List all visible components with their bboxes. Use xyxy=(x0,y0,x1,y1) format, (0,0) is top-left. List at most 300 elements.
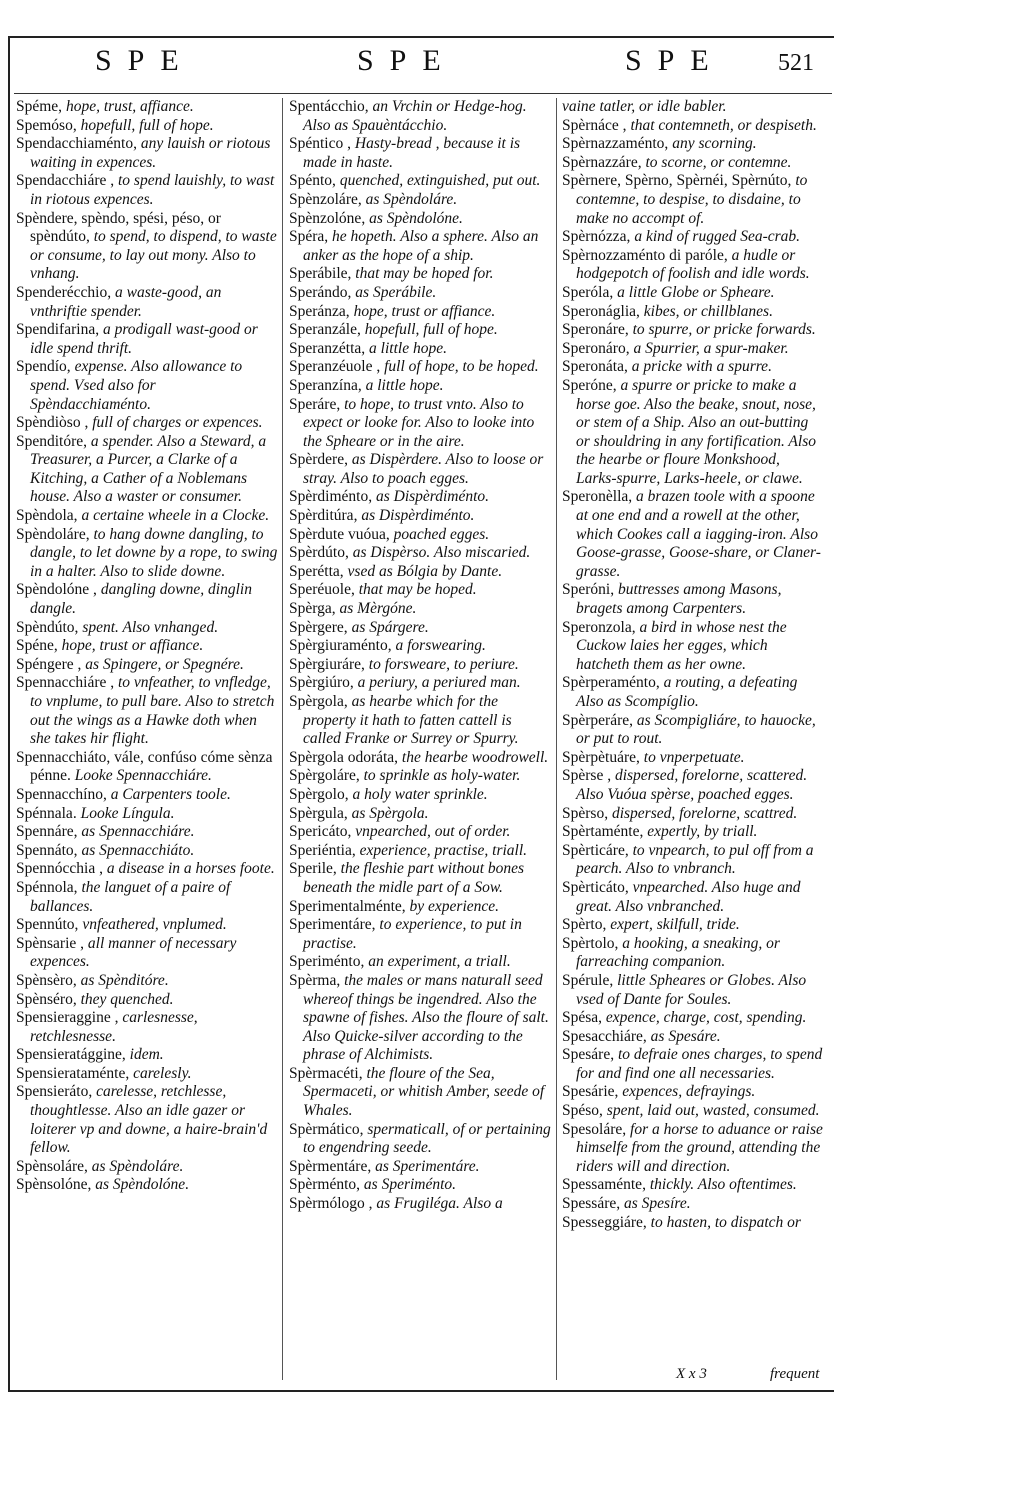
dictionary-entry xyxy=(562,117,824,136)
entry-definition: as Spènditóre. xyxy=(76,971,169,989)
entry-headword: Spennáre, xyxy=(16,823,78,841)
entry-definition: as Spennacchiáto. xyxy=(77,841,195,859)
entry-headword: Spenditóre, xyxy=(16,432,88,450)
entry-headword: Spèndiòso , xyxy=(16,414,89,432)
entry-headword: Spéne, xyxy=(16,637,58,655)
entry-headword: Spénnola, xyxy=(16,878,78,896)
entry-definition: as Dispèrdiménto. xyxy=(372,488,490,506)
dictionary-entry xyxy=(16,991,278,1010)
dictionary-entry xyxy=(289,972,551,1065)
entry-definition: an Vrchin or Hedge-hog. Also as Spauèntácchio. xyxy=(303,98,527,134)
entry-headword: Spèndola, xyxy=(16,507,78,525)
dictionary-entry xyxy=(289,358,551,377)
dictionary-entry xyxy=(16,581,278,618)
dictionary-entry xyxy=(289,563,551,582)
entry-definition: as Spèndoláre. xyxy=(87,1157,184,1175)
entry-definition: as Spingere, or Spegnére. xyxy=(81,655,244,673)
entry-definition: any scorning. xyxy=(668,135,757,153)
entry-definition: to contemne, to despise, to disdaine, to make no accompt of. xyxy=(576,172,808,227)
page-number: 521 xyxy=(778,50,814,76)
entry-definition: a prodigall wast-good or idle spend thrift. xyxy=(30,321,258,357)
dictionary-entry xyxy=(562,358,824,377)
entry-headword: Spesseggiáre, xyxy=(562,1213,647,1231)
dictionary-entry xyxy=(562,1176,824,1195)
header-rule xyxy=(14,93,832,94)
entry-definition: to experience, to put in practise. xyxy=(303,916,522,952)
entry-definition: to spend, to dispend, to waste or consume, to lay out mony. Also to vnhang. xyxy=(30,228,277,283)
entry-headword: Spesoláre, xyxy=(562,1120,627,1138)
entry-headword: Spèrtolo, xyxy=(562,934,619,952)
entry-headword: Spènsèro, xyxy=(16,971,77,989)
entry-definition: to forsweare, to periure. xyxy=(364,655,519,673)
dictionary-entry xyxy=(289,898,551,917)
entry-headword: Spèrperáre, xyxy=(562,711,633,729)
dictionary-entry xyxy=(562,749,824,768)
entry-headword: Spèrto, xyxy=(562,916,607,934)
entry-headword: Spèrma, xyxy=(289,971,341,989)
dictionary-entry xyxy=(16,823,278,842)
entry-definition: a little hope. xyxy=(365,339,447,357)
entry-headword: Sperile, xyxy=(289,860,337,878)
entry-headword: Spéngere , xyxy=(16,655,82,673)
dictionary-entry xyxy=(289,451,551,488)
entry-headword: Sperimentalménte, xyxy=(289,897,406,915)
dictionary-entry xyxy=(289,321,551,340)
entry-definition: Looke Spennacchiáre. xyxy=(70,767,212,785)
dictionary-entry xyxy=(16,1046,278,1065)
entry-headword: Spemóso, xyxy=(16,116,77,134)
dictionary-entry xyxy=(289,637,551,656)
dictionary-entry xyxy=(562,98,824,117)
entry-headword: Spénto, xyxy=(289,172,336,190)
entry-definition: the languet of a paire of ballances. xyxy=(30,878,231,915)
entry-headword: Speranzétta, xyxy=(289,339,366,357)
entry-definition: vnpearched. Also huge and great. Also vnbranched. xyxy=(576,878,801,915)
dictionary-entry xyxy=(16,526,278,582)
entry-definition: a Carpenters toole. xyxy=(106,785,231,803)
entry-definition: idem. xyxy=(125,1046,164,1064)
entry-definition: full of hope, to be hoped. xyxy=(380,358,539,376)
entry-headword: Spèrgola, xyxy=(289,693,348,710)
entry-definition: buttresses among Masons, bragets among Carpenters. xyxy=(576,581,782,618)
entry-headword: Spèrménto, xyxy=(289,1176,361,1194)
dictionary-column-3 xyxy=(562,98,824,1232)
dictionary-entry xyxy=(16,1176,278,1195)
entry-headword: Spèndoláre, xyxy=(16,525,90,543)
dictionary-entry xyxy=(16,172,278,209)
dictionary-entry xyxy=(562,879,824,916)
dictionary-entry xyxy=(289,674,551,693)
entry-definition: a little hope. xyxy=(361,376,444,394)
dictionary-entry xyxy=(562,247,824,284)
dictionary-entry xyxy=(16,860,278,879)
entry-definition: an experiment, a triall. xyxy=(364,953,511,971)
entry-headword: Speranzále, xyxy=(289,321,361,339)
entry-headword: Speranzéuole , xyxy=(289,358,381,376)
entry-definition: vnpearched, out of order. xyxy=(351,823,511,841)
dictionary-entry xyxy=(16,210,278,284)
entry-definition: spent, laid out, wasted, consumed. xyxy=(602,1102,820,1120)
entry-headword: Sperándo, xyxy=(289,283,352,301)
entry-headword: Spennáto, xyxy=(16,841,78,859)
frame-top-rule xyxy=(8,36,834,38)
running-head-col1: SPE xyxy=(95,44,195,77)
entry-headword: Spèrpètuáre, xyxy=(562,748,640,766)
entry-definition: as Spèndolóne. xyxy=(91,1176,190,1194)
entry-headword: Spèrnazzaménto, xyxy=(562,135,669,153)
entry-definition: the floure of the Sea, Spermaceti, or whitish Amber, seede of Whales. xyxy=(303,1064,545,1120)
entry-definition: by experience. xyxy=(405,897,500,915)
column-divider xyxy=(556,98,557,1380)
dictionary-entry xyxy=(16,135,278,172)
entry-definition: kibes, or chillblanes. xyxy=(639,302,773,320)
dictionary-entry xyxy=(16,1009,278,1046)
entry-headword: Spèrgolo, xyxy=(289,785,349,803)
dictionary-entry xyxy=(562,712,824,749)
entry-definition: carlesnesse, retchlesnesse. xyxy=(30,1009,198,1045)
entry-definition: spermaticall, of or pertaining to engendring seede. xyxy=(303,1120,551,1157)
entry-headword: Spericáto, xyxy=(289,823,352,841)
entry-headword: Speróne, xyxy=(562,376,617,394)
entry-headword: Spèrso, xyxy=(562,804,609,822)
dictionary-entry xyxy=(16,284,278,321)
entry-definition: a holy water sprinkle. xyxy=(348,785,488,803)
entry-definition: carelesse, retchlesse, thoughtlesse. Also an idle gazer or loiterer vp and downe, a haire-brain'd fellow. xyxy=(30,1083,268,1157)
dictionary-entry xyxy=(562,377,824,489)
entry-headword: Spèrgiuraménto, xyxy=(289,637,392,655)
entry-definition: to spurre, or pricke forwards. xyxy=(628,321,816,339)
entry-headword: Spènzoláre, xyxy=(289,190,362,208)
dictionary-entry xyxy=(16,433,278,507)
entry-headword: Spensieráto, xyxy=(16,1083,93,1101)
entry-headword: Spéso, xyxy=(562,1102,603,1120)
entry-headword: Spensieraggine , xyxy=(16,1009,119,1027)
entry-headword: Spennócchia , xyxy=(16,860,103,878)
entry-definition: to vnpearch, to pul off from a pearch. Also to vnbranch. xyxy=(576,841,814,878)
entry-headword: Spèrdere, xyxy=(289,451,348,469)
column-divider xyxy=(282,98,283,1380)
entry-headword: Speránza, xyxy=(289,302,350,320)
dictionary-entry xyxy=(562,1046,824,1083)
entry-definition: to vnfeather, to vnfledge, to vnplume, to pull bare. Also to stretch out the wings as a Hawke doth when she takes hir flight. xyxy=(30,674,275,748)
entry-definition: that may be hoped. xyxy=(354,581,477,599)
entry-definition: a routing, a defeating Also as Scompíglio. xyxy=(576,674,798,710)
dictionary-entry xyxy=(16,321,278,358)
dictionary-entry xyxy=(562,1214,824,1233)
dictionary-entry xyxy=(289,693,551,749)
dictionary-entry xyxy=(16,972,278,991)
dictionary-entry xyxy=(16,637,278,656)
dictionary-entry xyxy=(562,135,824,154)
entry-definition: hope, trust, affiance. xyxy=(62,98,194,115)
dictionary-entry xyxy=(289,823,551,842)
entry-definition: to defraie ones charges, to spend for and find one all necessaries. xyxy=(576,1046,823,1082)
entry-headword: Spèrdute vuóua, xyxy=(289,525,390,543)
entry-headword: Spèrnáce , xyxy=(562,116,627,134)
entry-definition: as Speriménto. xyxy=(360,1176,457,1194)
dictionary-entry xyxy=(289,210,551,229)
entry-definition: carelesly. xyxy=(129,1064,192,1082)
entry-headword: Spèrmólogo , xyxy=(289,1195,373,1213)
entry-definition: quenched, extinguished, put out. xyxy=(335,172,541,190)
entry-definition: as Dispèrdiménto. xyxy=(357,507,475,525)
entry-definition: to hasten, to dispatch or xyxy=(646,1213,801,1231)
entry-definition: full of charges or expences. xyxy=(88,414,263,432)
entry-headword: Spèrnozzaménto di paróle, xyxy=(562,246,728,264)
entry-headword: Speriéntia, xyxy=(289,841,356,859)
dictionary-entry xyxy=(289,619,551,638)
entry-definition: as Spesáre. xyxy=(646,1027,721,1045)
dictionary-entry xyxy=(562,228,824,247)
entry-definition: a disease in a horses foote. xyxy=(102,860,275,878)
entry-headword: Spèrnere, Spèrno, Spèrnéi, Spèrnúto, xyxy=(562,172,792,190)
entry-definition: vsed as Bólgia by Dante. xyxy=(343,562,503,580)
entry-definition: as Sperimentáre. xyxy=(371,1157,480,1175)
dictionary-entry xyxy=(289,1158,551,1177)
entry-definition: the fleshie part without bones beneath the midle part of a Sow. xyxy=(303,860,525,896)
dictionary-entry xyxy=(289,767,551,786)
entry-definition: as hearbe which for the property it hath to fatten cattell is called Franke or Surrey or Spurry. xyxy=(303,693,519,748)
entry-definition: dispersed, forelorne, scattred. xyxy=(608,804,798,822)
entry-definition: all manner of necessary expences. xyxy=(30,934,237,971)
entry-definition: as Spárgere. xyxy=(347,618,429,636)
entry-headword: Spèndúto, xyxy=(16,618,79,636)
entry-definition: spent. Also vnhanged. xyxy=(78,618,219,636)
entry-definition: a spender. Also a Steward, a Treasurer, a Purcer, a Clarke of a Kitching, a Cather of a Noblemans house. Also a waster or consumer. xyxy=(30,432,267,506)
entry-definition: to sprinkle as holy-water. xyxy=(359,767,521,785)
dictionary-entry xyxy=(562,1121,824,1177)
entry-headword: Spénnala. xyxy=(16,804,77,822)
entry-definition: as Spèndolóne. xyxy=(365,209,463,227)
entry-headword: Spennacchiáre , xyxy=(16,674,115,692)
entry-definition: a certaine wheele in a Clocke. xyxy=(77,507,270,525)
entry-definition: as Spesíre. xyxy=(620,1195,691,1213)
entry-definition: to vnperpetuate. xyxy=(639,748,745,766)
entry-definition: Looke Língula. xyxy=(76,804,175,822)
dictionary-entry xyxy=(289,916,551,953)
dictionary-entry xyxy=(289,172,551,191)
dictionary-entry xyxy=(289,377,551,396)
entry-headword: Spèrnózza, xyxy=(562,228,631,246)
dictionary-entry xyxy=(289,303,551,322)
dictionary-entry xyxy=(289,953,551,972)
entry-definition: that contemneth, or despiseth. xyxy=(626,116,817,134)
dictionary-entry xyxy=(289,340,551,359)
dictionary-entry xyxy=(16,619,278,638)
entry-headword: Spèrditúra, xyxy=(289,507,358,525)
dictionary-entry xyxy=(562,1195,824,1214)
dictionary-entry xyxy=(289,507,551,526)
entry-headword: Spennúto, xyxy=(16,916,79,934)
entry-headword: Speronáro, xyxy=(562,339,630,357)
entry-headword: Spensierataménte, xyxy=(16,1064,130,1082)
entry-headword: Spèrgiuráre, xyxy=(289,655,365,673)
entry-definition: a Spurrier, a spur-maker. xyxy=(629,339,789,357)
dictionary-entry xyxy=(289,860,551,897)
dictionary-entry xyxy=(16,749,278,786)
entry-headword: Spérule, xyxy=(562,971,614,989)
entry-headword: Spèrdiménto, xyxy=(289,488,373,506)
dictionary-entry xyxy=(16,842,278,861)
dictionary-entry xyxy=(16,1065,278,1084)
dictionary-entry xyxy=(289,1121,551,1158)
dictionary-entry xyxy=(562,340,824,359)
entry-headword: Spèrdúto, xyxy=(289,544,349,562)
entry-headword: Spéntico , xyxy=(289,135,351,153)
entry-headword: Spéme, xyxy=(16,98,63,115)
dictionary-entry xyxy=(289,265,551,284)
entry-definition: the hearbe woodrowell. xyxy=(398,748,549,766)
dictionary-entry xyxy=(562,619,824,675)
signature-mark: X x 3 xyxy=(676,1366,707,1382)
dictionary-entry xyxy=(289,98,551,135)
entry-definition: Hasty-bread , because it is made in haste. xyxy=(303,135,521,171)
dictionary-entry xyxy=(562,303,824,322)
dictionary-entry xyxy=(562,935,824,972)
entry-headword: Speróni, xyxy=(562,581,615,599)
entry-headword: Spesárie, xyxy=(562,1083,619,1101)
catchword: frequent xyxy=(770,1366,820,1382)
dictionary-entry xyxy=(289,749,551,768)
dictionary-entry xyxy=(289,488,551,507)
entry-headword: Spesáre, xyxy=(562,1046,615,1064)
entry-definition: experience, practise, triall. xyxy=(355,841,528,859)
dictionary-entry xyxy=(289,135,551,172)
entry-definition: as Mèrgóne. xyxy=(335,600,417,618)
dictionary-entry xyxy=(562,154,824,173)
entry-definition: as Scompigliáre, to hauocke, or put to rout. xyxy=(576,711,816,748)
entry-definition: hopefull, full of hope. xyxy=(76,116,214,134)
dictionary-entry xyxy=(562,767,824,804)
dictionary-entry xyxy=(16,935,278,972)
entry-definition: dispersed, forelorne, scattered. Also Vuóua spèrse, poached egges. xyxy=(576,767,808,803)
dictionary-entry xyxy=(562,805,824,824)
entry-headword: Spensieratággine, xyxy=(16,1046,126,1064)
entry-headword: Spéra, xyxy=(289,228,329,246)
entry-headword: Spèrperaménto, xyxy=(562,674,660,692)
frame-left-rule xyxy=(8,36,10,1392)
entry-headword: Spèndolóne , xyxy=(16,581,97,599)
entry-definition: hope, trust or affiance. xyxy=(349,302,496,320)
dictionary-entry xyxy=(562,916,824,935)
dictionary-entry xyxy=(289,581,551,600)
dictionary-entry xyxy=(562,581,824,618)
entry-headword: Spèndere, spèndo, spési, péso, or spèndúto, xyxy=(16,209,221,246)
dictionary-entry xyxy=(562,1083,824,1102)
dictionary-column-2 xyxy=(289,98,551,1214)
dictionary-entry xyxy=(16,656,278,675)
entry-definition: poached egges. xyxy=(389,525,490,543)
entry-headword: Spèrgoláre, xyxy=(289,767,360,785)
dictionary-entry xyxy=(16,507,278,526)
entry-headword: Spendifarina, xyxy=(16,321,100,339)
entry-headword: Spèrnazzáre, xyxy=(562,153,642,171)
entry-headword: Spènsoláre, xyxy=(16,1157,88,1175)
entry-definition: expences, defrayings. xyxy=(618,1083,756,1101)
dictionary-entry xyxy=(289,228,551,265)
entry-definition: as Sperábile. xyxy=(351,283,437,301)
entry-headword: Spèrse , xyxy=(562,767,612,785)
running-head-col2: SPE xyxy=(357,44,457,77)
entry-definition: as Spennacchiáre. xyxy=(77,823,195,841)
entry-headword: Spèrgola odoráta, xyxy=(289,748,399,766)
dictionary-entry xyxy=(562,1028,824,1047)
entry-definition: a brazen toole with a spoone at one end and a rowell at the other, which Cookes call a iagging-iron. Also Goose-grasse, Goose-share, or Claner-grasse. xyxy=(576,488,821,580)
entry-definition: as Spèrgola. xyxy=(347,804,429,822)
entry-headword: Speréuole, xyxy=(289,581,355,599)
entry-headword: Spènzolóne, xyxy=(289,209,366,227)
entry-definition: they quenched. xyxy=(76,990,174,1008)
entry-definition: a hooking, a sneaking, or farreaching companion. xyxy=(576,934,780,971)
entry-headword: Spèrmático, xyxy=(289,1120,364,1138)
dictionary-entry xyxy=(289,526,551,545)
dictionary-entry xyxy=(289,396,551,452)
entry-headword: Speróla, xyxy=(562,283,614,301)
dictionary-entry xyxy=(289,600,551,619)
dictionary-entry xyxy=(562,1009,824,1028)
entry-definition: vaine tatler, or idle babler. xyxy=(562,98,727,115)
entry-definition: little Spheares or Globes. Also vsed of Dante for Soules. xyxy=(576,971,807,1008)
entry-definition: a little Globe or Spheare. xyxy=(613,283,775,301)
entry-definition: expert, skilfull, tride. xyxy=(606,916,740,934)
entry-definition: a periury, a periured man. xyxy=(353,674,521,692)
dictionary-entry xyxy=(16,98,278,117)
entry-headword: Spessaménte, xyxy=(562,1176,646,1194)
entry-definition: as Frugiléga. Also a xyxy=(372,1195,503,1213)
dictionary-entry xyxy=(289,1065,551,1121)
entry-definition: thickly. Also oftentimes. xyxy=(645,1176,797,1194)
entry-headword: Spenderécchio, xyxy=(16,283,112,301)
entry-definition: to spend lauishly, to wast in riotous expences. xyxy=(30,172,275,208)
entry-definition: a kind of rugged Sea-crab. xyxy=(630,228,801,246)
entry-definition: as Dispèrdere. Also to loose or stray. Also to poach egges. xyxy=(303,451,544,487)
entry-headword: Spèrticáre, xyxy=(562,841,629,859)
dictionary-entry xyxy=(289,1195,551,1214)
dictionary-entry xyxy=(562,823,824,842)
dictionary-column-1 xyxy=(16,98,278,1195)
entry-definition: any lauish or riotous waiting in expences. xyxy=(30,135,271,171)
entry-headword: Spentácchio, xyxy=(289,98,369,115)
frame-bottom-rule xyxy=(8,1390,834,1392)
entry-headword: Spèrgula, xyxy=(289,804,348,822)
dictionary-entry xyxy=(562,674,824,711)
entry-definition: to scorne, or contemne. xyxy=(641,153,792,171)
entry-definition: to hang downe dangling, to dangle, to let downe by a rope, to swing in a halter. Also to slide downe. xyxy=(30,525,278,580)
entry-definition: to hope, to trust vnto. Also to expect or looke for. Also to looke into the Spheare or in the aire. xyxy=(303,395,535,450)
dictionary-entry xyxy=(16,674,278,748)
entry-headword: Spessáre, xyxy=(562,1195,621,1213)
dictionary-entry xyxy=(16,1158,278,1177)
entry-headword: Spendacchiaménto, xyxy=(16,135,137,153)
entry-definition: a bird in whose nest the Cuckow laies her egges, which hatcheth them as her owne. xyxy=(576,618,787,673)
entry-definition: a pricke with a spurre. xyxy=(627,358,772,376)
entry-headword: Speranzína, xyxy=(289,376,362,394)
dictionary-entry xyxy=(562,172,824,228)
dictionary-entry xyxy=(16,414,278,433)
entry-headword: Spèrgere, xyxy=(289,618,348,636)
dictionary-entry xyxy=(562,284,824,303)
dictionary-entry xyxy=(16,805,278,824)
dictionary-entry xyxy=(16,358,278,414)
entry-headword: Speráre, xyxy=(289,395,341,413)
dictionary-entry xyxy=(562,972,824,1009)
entry-headword: Spèrtaménte, xyxy=(562,823,644,841)
dictionary-entry xyxy=(16,117,278,136)
entry-headword: Spènsarie , xyxy=(16,934,85,952)
entry-definition: that may be hoped for. xyxy=(351,265,494,283)
entry-headword: Speronáta, xyxy=(562,358,628,376)
dictionary-entry xyxy=(16,916,278,935)
